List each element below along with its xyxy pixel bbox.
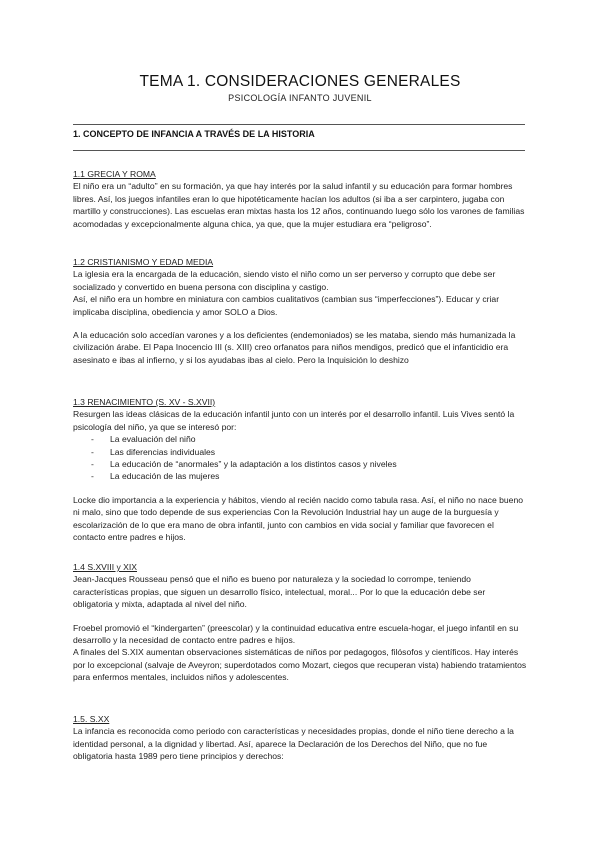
- subsection-heading: 1.1 GRECIA Y ROMA: [73, 169, 156, 179]
- document-subtitle: PSICOLOGÍA INFANTO JUVENIL: [228, 93, 372, 103]
- section-1-1: [73, 168, 527, 230]
- divider-bottom: [73, 150, 525, 151]
- list-item: - Las diferencias individuales: [73, 446, 527, 458]
- list-item: - La educación de “anormales” y la adaptación a los distintos casos y niveles: [73, 458, 527, 470]
- section-heading: 1. CONCEPTO DE INFANCIA A TRAVÉS DE LA HISTORIA: [73, 129, 315, 139]
- divider-top: [73, 124, 525, 125]
- paragraph: Jean-Jacques Rousseau pensó que el niño es bueno por naturaleza y la sociedad lo corrompe, teniendo características propias, que siguen un desarrollo físico, intelectual, moral... Por lo que la educación debe ser obligatoria y mixta, adaptada al nivel del niño.: [73, 574, 486, 610]
- subsection-heading: 1.5. S.XX: [73, 714, 110, 724]
- list-item: - La evaluación del niño: [73, 433, 527, 445]
- section-1-3: [73, 396, 527, 543]
- paragraph: Locke dio importancia a la experiencia y hábitos, viendo al recién nacido como tabula rasa. Así, el niño no nace bueno ni malo, sino que todo depende de sus experiencias Con la Revolución Industrial hay un auge de la burguesía y escolarización de lo que era mano de obra infantil, junto con cambios en vida social y familiar que favorecen el contacto entre padres e hijos.: [73, 494, 524, 543]
- paragraph: La iglesia era la encargada de la educación, siendo visto el niño como un ser perverso y corrupto que debe ser socializado y convertido en buena persona con disciplina y castigo.: [73, 269, 496, 292]
- subsection-heading: 1.4 S.XVIII y XIX: [73, 562, 138, 572]
- list-item: - La educación de las mujeres: [73, 470, 527, 482]
- section-1-4: [73, 561, 527, 684]
- paragraph: El niño era un “adulto” en su formación, ya que hay interés por la salud infantil y su educación para formar hombres libres. Así, los juegos infantiles eran lo que hipotéticamente hacían los adultos (si iba a ser carpintero, jugaba con martillo y construcciones). Las escuelas eran mixtas hasta los 12 años, continuando luego sólo los varones de familias acomodadas y excepcionalmente alguna chica, ya que, que la mujer estudiara era “peligroso”.: [73, 181, 525, 229]
- paragraph: Froebel promovió el “kindergarten” (preescolar) y la continuidad educativa entre escuela-hogar, el juego infantil en su desarrollo y la necesidad de contacto entre padres e hijos.: [73, 622, 519, 646]
- section-1-5: [73, 713, 527, 763]
- paragraph: A la educación solo accedían varones y a los deficientes (endemoniados) se les mataba, siendo más humanizada la civilización árabe. El Papa Inocencio III (s. XIII) creo orfanatos para niños mendigos, predicó que el infanticidio era asesinato e ibas al infierno, y si los ayudabas ibas al cielo. Pero la Inquisición lo deshizo: [73, 330, 516, 365]
- subsection-heading: 1.3 RENACIMIENTO (S. XV - S.XVII): [73, 397, 216, 407]
- interest-list: [73, 433, 527, 483]
- paragraph: La infancia es reconocida como periodo con características y necesidades propias, donde el niño tiene derecho a la identidad personal, a la dignidad y libertad. Así, aparece la Declaración de los Derechos del Niño, que no fue obligatoria hasta 1989 pero tiene principios y derechos:: [73, 726, 514, 762]
- section-1-2: [73, 256, 527, 366]
- document-title: TEMA 1. CONSIDERACIONES GENERALES: [139, 73, 461, 90]
- paragraph: Resurgen las ideas clásicas de la educación infantil junto con un interés por el desarrollo infantil. Luis Vives sentó la psicología del niño, ya que se interesó por:: [73, 409, 515, 432]
- paragraph: Así, el niño era un hombre en miniatura con cambios cualitativos (cambian sus “imperfecciones”). Educar y criar implicaba disciplina, obediencia y amor SOLO a Dios.: [73, 294, 500, 317]
- subsection-heading: 1.2 CRISTIANISMO Y EDAD MEDIA: [73, 257, 214, 267]
- paragraph: A finales del S.XIX aumentan observaciones sistemáticas de niños por pedagogos, filósofos y científicos. Hay interés por lo excepcional (salvaje de Aveyron; superdotados como Mozart, ciegos que recuperan vista) habiendo tratamientos para enfermos mentales, incluidos niños y adolescentes.: [73, 647, 527, 683]
